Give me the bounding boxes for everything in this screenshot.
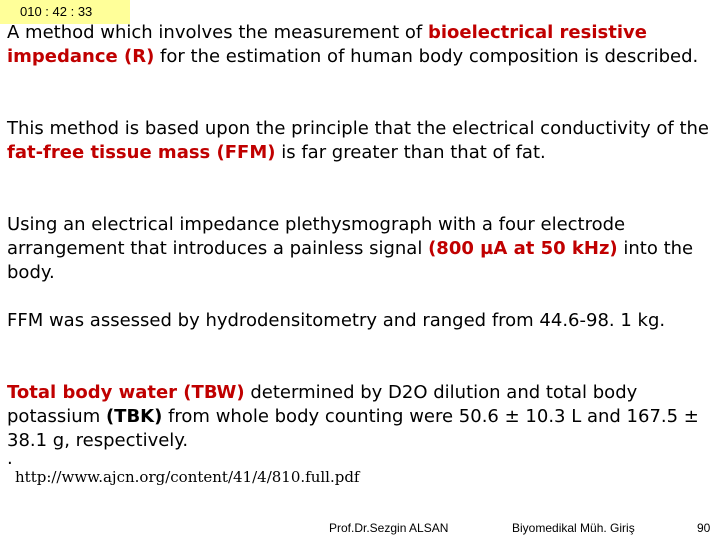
footer-page-number: 90 [697,521,711,535]
bold-tbk: (TBK) [105,406,163,427]
paragraph-text: Using an electrical impedance plethysmograph with a four electrode arrangement that introduces a painless signal [7,214,626,259]
highlight-tbw: Total body water (TBW) [7,382,245,403]
footer-course: Biyomedikal Müh. Giriş [512,521,635,535]
elapsed-timer: 010 : 42 : 33 [0,0,130,24]
paragraph-ffm-range [7,309,715,333]
footer-author: Prof.Dr.Sezgin ALSAN [329,521,449,535]
highlight-signal: (800 µA at 50 kHz) [428,238,618,259]
paragraph-plethysmograph [7,213,715,285]
paragraph-text: into the body. [7,238,694,283]
paragraph-text: FFM was assessed by hydrodensitometry and ranged from 44.6-98. 1 kg. [7,310,666,331]
reference-link[interactable]: http://www.ajcn.org/content/41/4/810.full.pdf [15,468,360,486]
highlight-impedance: bioelectrical resistive impedance (R) [7,22,647,67]
paragraph-text: This method is based upon the principle that the electrical conductivity of the [7,118,709,139]
highlight-ffm: fat-free tissue mass (FFM) [7,142,276,163]
paragraph-text: determined by D2O dilution and total body potassium [7,382,638,427]
paragraph-text: A method which involves the measurement of [7,22,428,43]
paragraph-text: from whole body counting were 50.6 ± 10.3 L and 167.5 ± 38.1 g, respectively. [7,406,699,451]
paragraph-text: for the estimation of human body composition is described. [154,46,699,67]
paragraph-method [7,21,715,69]
paragraph-tbw [7,381,715,453]
paragraph-text: is far greater than that of fat. [275,142,546,163]
bullet-dot: . [7,448,13,469]
paragraph-principle [7,117,715,165]
